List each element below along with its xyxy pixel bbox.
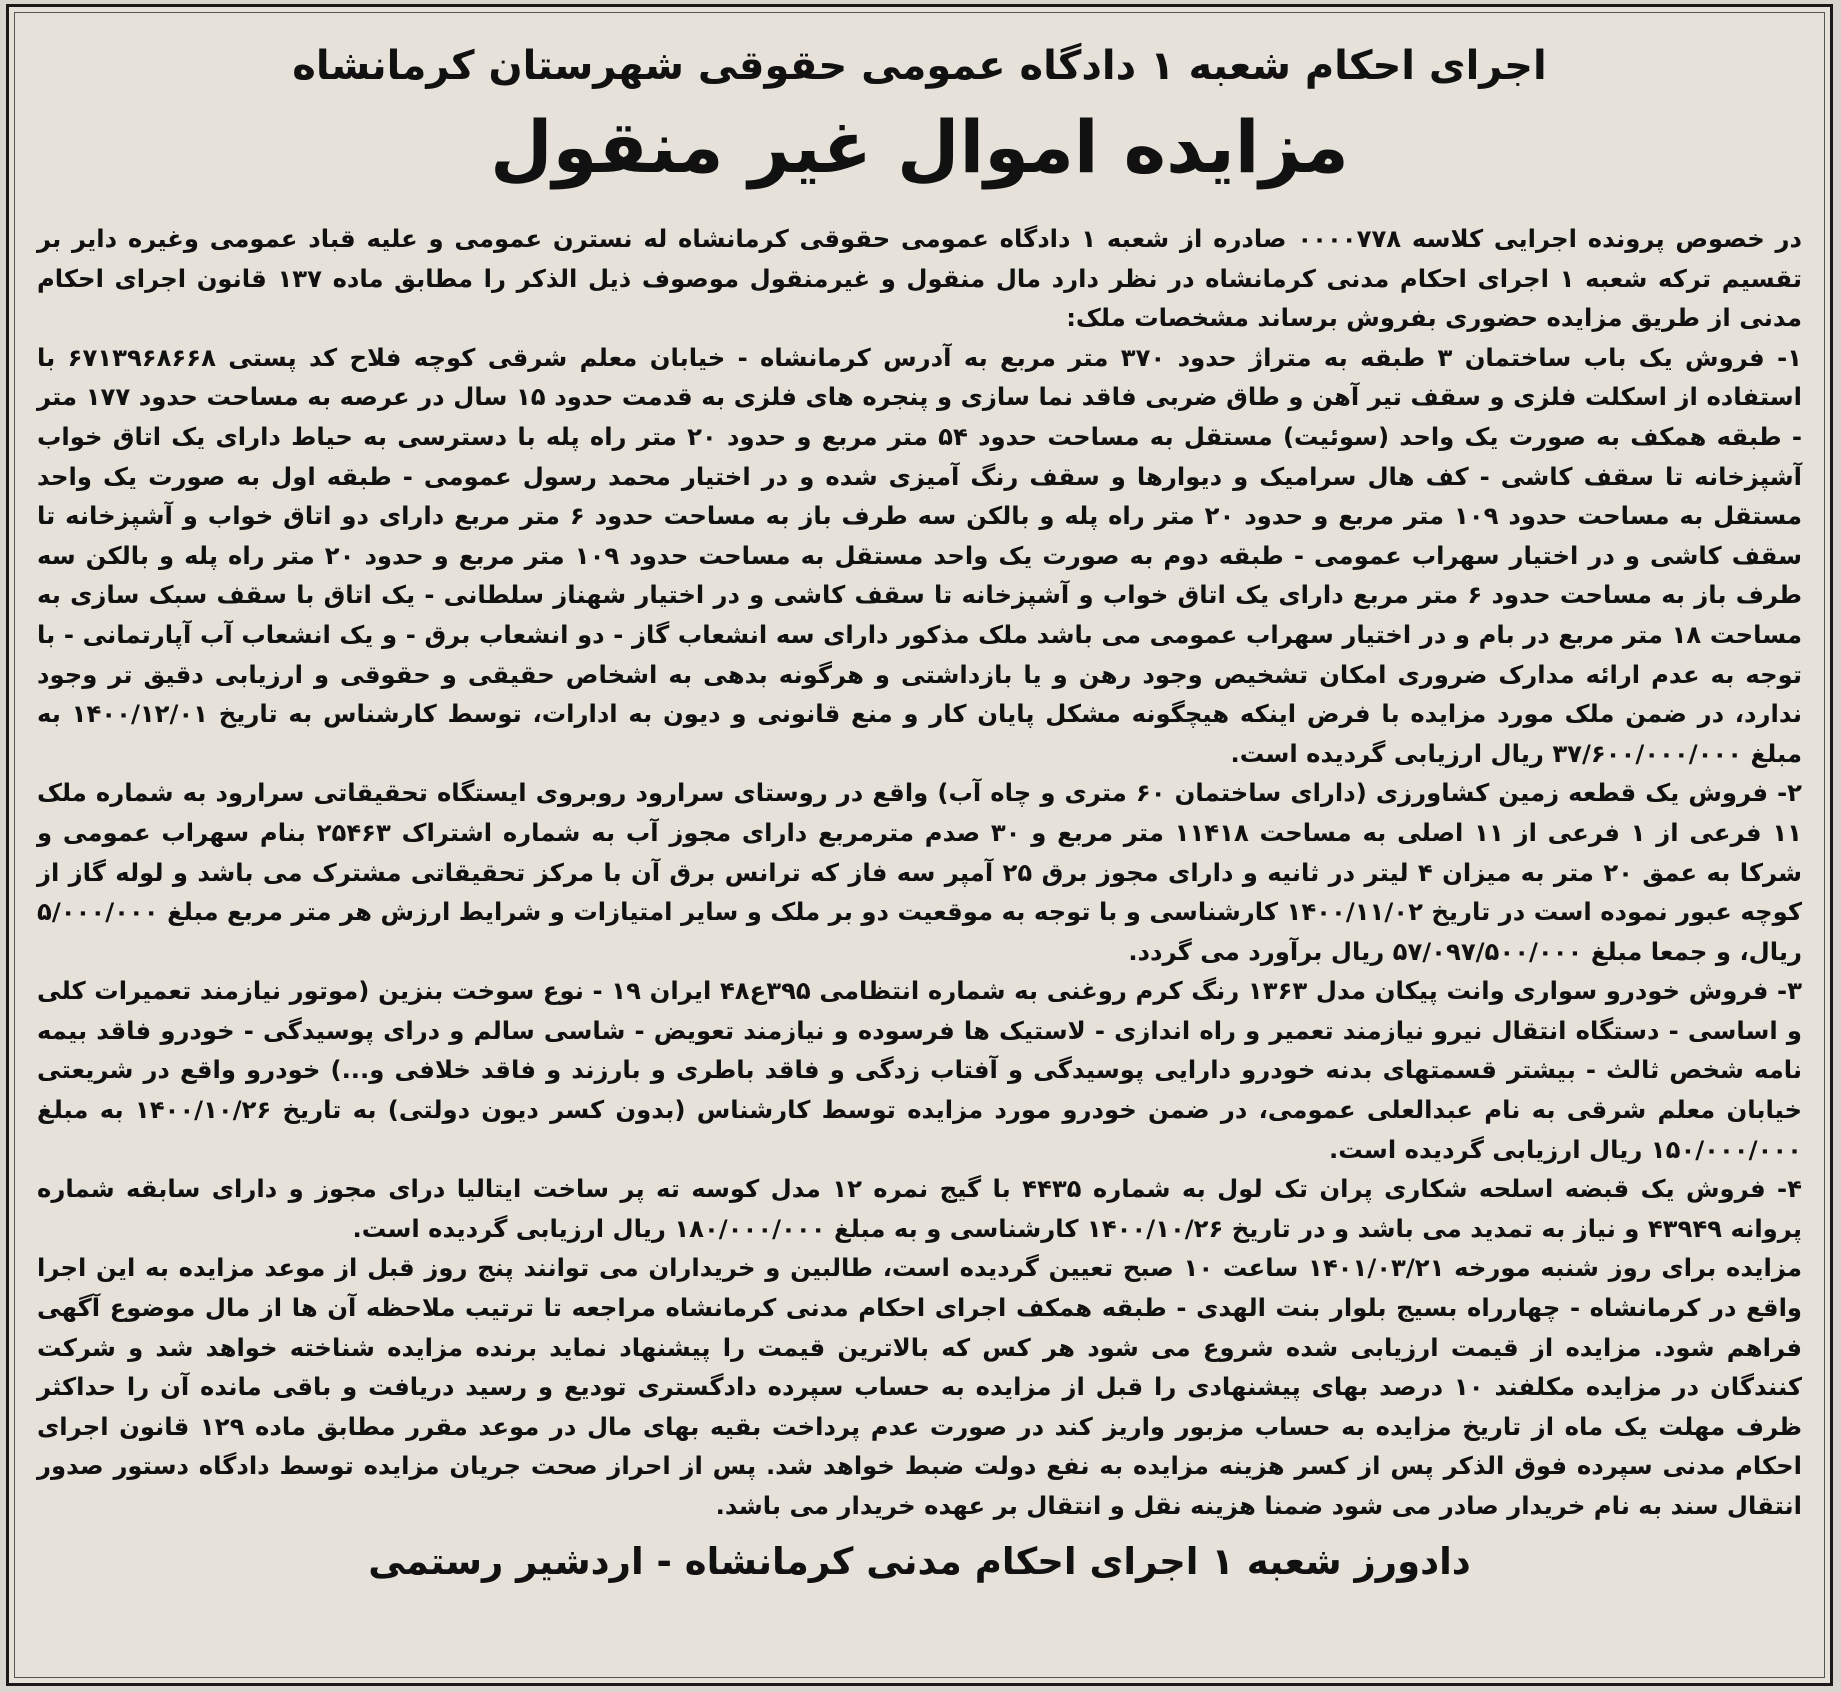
item-2-land: ۲- فروش یک قطعه زمین کشاورزی (دارای ساختمان ۶۰ متری و چاه آب) واقع در روستای سرارود روبروی ایستگاه تحقیقاتی سرارود به شماره ملک ۱۱ فرعی از ۱ فرعی از ۱۱ اصلی به مساحت ۱۱۴۱۸ متر مربع و ۳۰ صدم مترمربع دارای مجوز آب به شماره اشتراک ۲۵۴۶۳ بنام سهراب عمومی و شرکا به عمق ۲۰ متر به میزان ۴ لیتر در ثانیه و دارای مجوز برق ۲۵ آمپر سه فاز که ترانس برق آن با مرکز تحقیقاتی مشترک می باشد و لوله گاز از کوچه عبور نموده است در تاریخ ۱۴۰۰/۱۱/۰۲ کارشناسی و با توجه به موقعیت دو بر ملک و سایر امتیازات و شرایط ارزش هر متر مربع مبلغ ۵/۰۰۰/۰۰۰ ریال، و جمعا مبلغ ۵۷/۰۹۷/۵۰۰/۰۰۰ ریال برآورد می گردد. [37, 778, 1802, 966]
auction-terms-paragraph: مزایده برای روز شنبه مورخه ۱۴۰۱/۰۳/۲۱ ساعت ۱۰ صبح تعیین گردیده است، طالبین و خریداران می توانند پنج روز قبل از موعد مزایده به این اجرا واقع در کرمانشاه - چهارراه بسیج بلوار بنت الهدی - طبقه همکف اجرای احکام مدنی کرمانشاه مراجعه تا ترتیب ملاحظه آن ها از مال موضوع آگهی فراهم شود. مزایده از قیمت ارزیابی شده شروع می شود هر کس که بالاترین قیمت را پیشنهاد نماید برنده مزایده شناخته خواهد شد و شرکت کنندگان در مزایده مکلفند ۱۰ درصد بهای پیشنهادی را قبل از مزایده به حساب سپرده دادگستری تودیع و رسید دریافت و باقی مانده آن را حداکثر ظرف مهلت یک ماه از تاریخ مزایده به حساب مزبور واریز کند در صورت عدم پرداخت بقیه بهای مال در موعد مقرر مطابق ماده ۱۲۹ قانون اجرای احکام مدنی سپرده فوق الذکر پس از کسر هزینه مزایده به نفع دولت ضبط خواهد شد. پس از احراز صحت جریان مزایده توسط دادگاه دستور صدور انتقال سند به نام خریدار صادر می شود ضمنا هزینه نقل و انتقال بر عهده خریدار می باشد. [37, 1253, 1802, 1520]
notice-title: مزایده اموال غیر منقول [490, 105, 1349, 189]
notice-body [37, 219, 1802, 1526]
court-header: اجرای احکام شعبه ۱ دادگاه عمومی حقوقی شهرستان کرمانشاه [292, 43, 1547, 89]
signature-line: دادورز شعبه ۱ اجرای احکام مدنی کرمانشاه - اردشیر رستمی [368, 1539, 1471, 1583]
item-1-building: ۱- فروش یک باب ساختمان ۳ طبقه به متراژ حدود ۳۷۰ متر مربع به آدرس کرمانشاه - خیابان معلم شرقی کوچه فلاح کد پستی ۶۷۱۳۹۶۸۶۶۸ با استفاده از اسکلت فلزی و سقف تیر آهن و طاق ضربی فاقد نما سازی و پنجره های فلزی به قدمت حدود ۱۵ سال در عرصه به مساحت حدود ۱۷۷ متر - طبقه همکف به صورت یک واحد (سوئیت) مستقل به مساحت حدود ۵۴ متر مربع و حدود ۲۰ متر راه پله با دسترسی به حیاط دارای یک اتاق خواب آشپزخانه تا سقف کاشی - کف هال سرامیک و دیوارها و سقف رنگ آمیزی شده و در اختیار محمد رسول عمومی - طبقه اول به صورت یک واحد مستقل به مساحت حدود ۱۰۹ متر مربع و حدود ۲۰ متر راه پله و بالکن سه طرف باز به مساحت حدود ۶ متر مربع دارای دو اتاق خواب و آشپزخانه تا سقف کاشی و در اختیار سهراب عمومی - طبقه دوم به صورت یک واحد مستقل به مساحت حدود ۱۰۹ متر مربع و حدود ۲۰ متر راه پله و بالکن سه طرف باز به مساحت حدود ۶ متر مربع دارای یک اتاق خواب و آشپزخانه تا سقف کاشی و در اختیار شهناز سلطانی - یک اتاق با سقف سبک سازی به مساحت ۱۸ متر مربع در بام و در اختیار سهراب عمومی می باشد ملک مذکور دارای سه انشعاب گاز - دو انشعاب برق - و یک انشعاب آب آپارتمانی - با توجه به عدم ارائه مدارک ضروری امکان تشخیص وجود رهن و یا بازداشتی و هرگونه بدهی به اشخاص حقیقی و حقوقی و ارزیابی دقیق تر وجود ندارد، در ضمن ملک مورد مزایده با فرض اینکه هیچگونه مشکل پایان کار و منع قانونی و دیون به ادارات، توسط کارشناس به تاریخ ۱۴۰۰/۱۲/۰۱ به مبلغ ۳۷/۶۰۰/۰۰۰/۰۰۰ ریال ارزیابی گردیده است. [37, 342, 1803, 768]
auction-notice [6, 4, 1833, 1686]
item-3-vehicle: ۳- فروش خودرو سواری وانت پیکان مدل ۱۳۶۳ رنگ کرم روغنی به شماره انتظامی ۳۹۵ع۴۸ ایران ۱۹ - نوع سوخت بنزین (موتور نیازمند تعمیرات کلی و اساسی - دستگاه انتقال نیرو نیازمند تعمیر و راه اندازی - لاستیک ها فرسوده و نیازمند تعویض - شاسی سالم و درای پوسیدگی - خودرو فاقد بیمه نامه شخص ثالث - بیشتر قسمتهای بدنه خودرو دارایی پوسیدگی و آفتاب زدگی و فاقد باطری و بارزند و فاقد خلافی و...) خودرو واقع در شریعتی خیابان معلم شرقی به نام عبدالعلی عمومی، در ضمن خودرو مورد مزایده توسط کارشناس (بدون کسر دیون دولتی) به تاریخ ۱۴۰۰/۱۰/۲۶ به مبلغ ۱۵۰/۰۰۰/۰۰۰ ریال ارزیابی گردیده است. [37, 976, 1802, 1164]
intro-paragraph: در خصوص پرونده اجرایی کلاسه ۰۰۰۰۷۷۸ صادره از شعبه ۱ دادگاه عمومی حقوقی کرمانشاه له نسترن عمومی و علیه قباد عمومی وغیره دایر بر تقسیم ترکه شعبه ۱ اجرای احکام مدنی کرمانشاه در نظر دارد مال منقول و غیرمنقول موصوف ذیل الذکر را مطابق ماده ۱۳۷ قانون اجرای احکام مدنی از طریق مزایده حضوری بفروش برساند مشخصات ملک: [37, 224, 1803, 333]
item-4-rifle: ۴- فروش یک قبضه اسلحه شکاری پران تک لول به شماره ۴۴۳۵ با گیج نمره ۱۲ مدل کوسه ته پر ساخت ایتالیا درای مجوز و دارای سابقه شماره پروانه ۴۳۹۴۹ و نیاز به تمدید می باشد و در تاریخ ۱۴۰۰/۱۰/۲۶ کارشناسی و به مبلغ ۱۸۰/۰۰۰/۰۰۰ ریال ارزیابی گردیده است. [37, 1174, 1802, 1243]
